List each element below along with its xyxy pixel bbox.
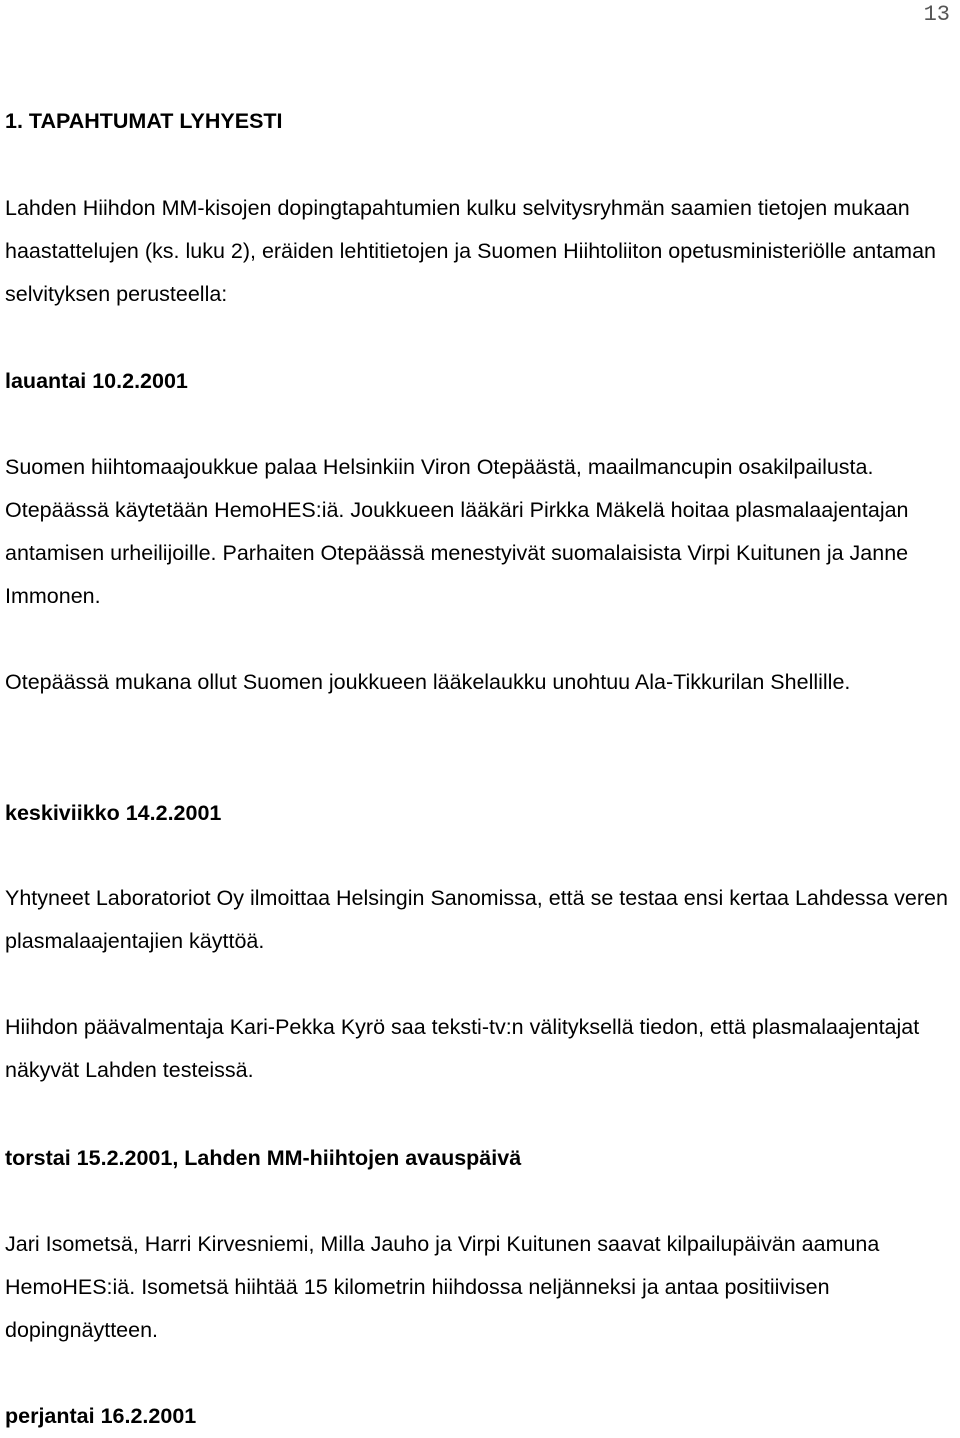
date-heading: perjantai 16.2.2001 <box>5 1404 197 1428</box>
paragraph: Jari Isometsä, Harri Kirvesniemi, Milla Jauho ja Virpi Kuitunen saavat kilpailupäivän aamuna HemoHES:iä. Isometsä hiihtää 15 kilometrin hiihdossa neljänneksi ja antaa positiivisen dopingnäytteen. <box>5 1232 880 1342</box>
page-number: 13 <box>923 2 950 27</box>
paragraph: Suomen hiihtomaajoukkue palaa Helsinkiin Viron Otepäästä, maailmancupin osakilpailusta. Otepäässä käytetään HemoHES:iä. Joukkueen lääkäri Pirkka Mäkelä hoitaa plasmalaajentajan antamisen urheilijoille. Parhaiten Otepäässä menestyivät suomalaisista Virpi Kuitunen ja Janne Immonen. <box>5 455 909 608</box>
paragraph: Hiihdon päävalmentaja Kari-Pekka Kyrö saa teksti-tv:n välityksellä tiedon, että plasmalaajentajat näkyvät Lahden testeissä. <box>5 1015 920 1082</box>
date-heading: keskiviikko 14.2.2001 <box>5 801 222 825</box>
date-heading: lauantai 10.2.2001 <box>5 369 188 393</box>
paragraph: Yhtyneet Laboratoriot Oy ilmoittaa Helsingin Sanomissa, että se testaa ensi kertaa Lahdessa veren plasmalaajentajien käyttöä. <box>5 886 948 953</box>
intro-paragraph: Lahden Hiihdon MM-kisojen dopingtapahtumien kulku selvitysryhmän saamien tietojen mukaan haastattelujen (ks. luku 2), eräiden lehtitietojen ja Suomen Hiihtoliiton opetusministeriölle antaman selvityksen perusteella: <box>5 196 936 306</box>
section-heading: 1. TAPAHTUMAT LYHYESTI <box>5 109 283 133</box>
date-heading: torstai 15.2.2001, Lahden MM-hiihtojen avauspäivä <box>5 1146 522 1170</box>
paragraph: Otepäässä mukana ollut Suomen joukkueen lääkelaukku unohtuu Ala-Tikkurilan Shellille. <box>5 670 851 694</box>
